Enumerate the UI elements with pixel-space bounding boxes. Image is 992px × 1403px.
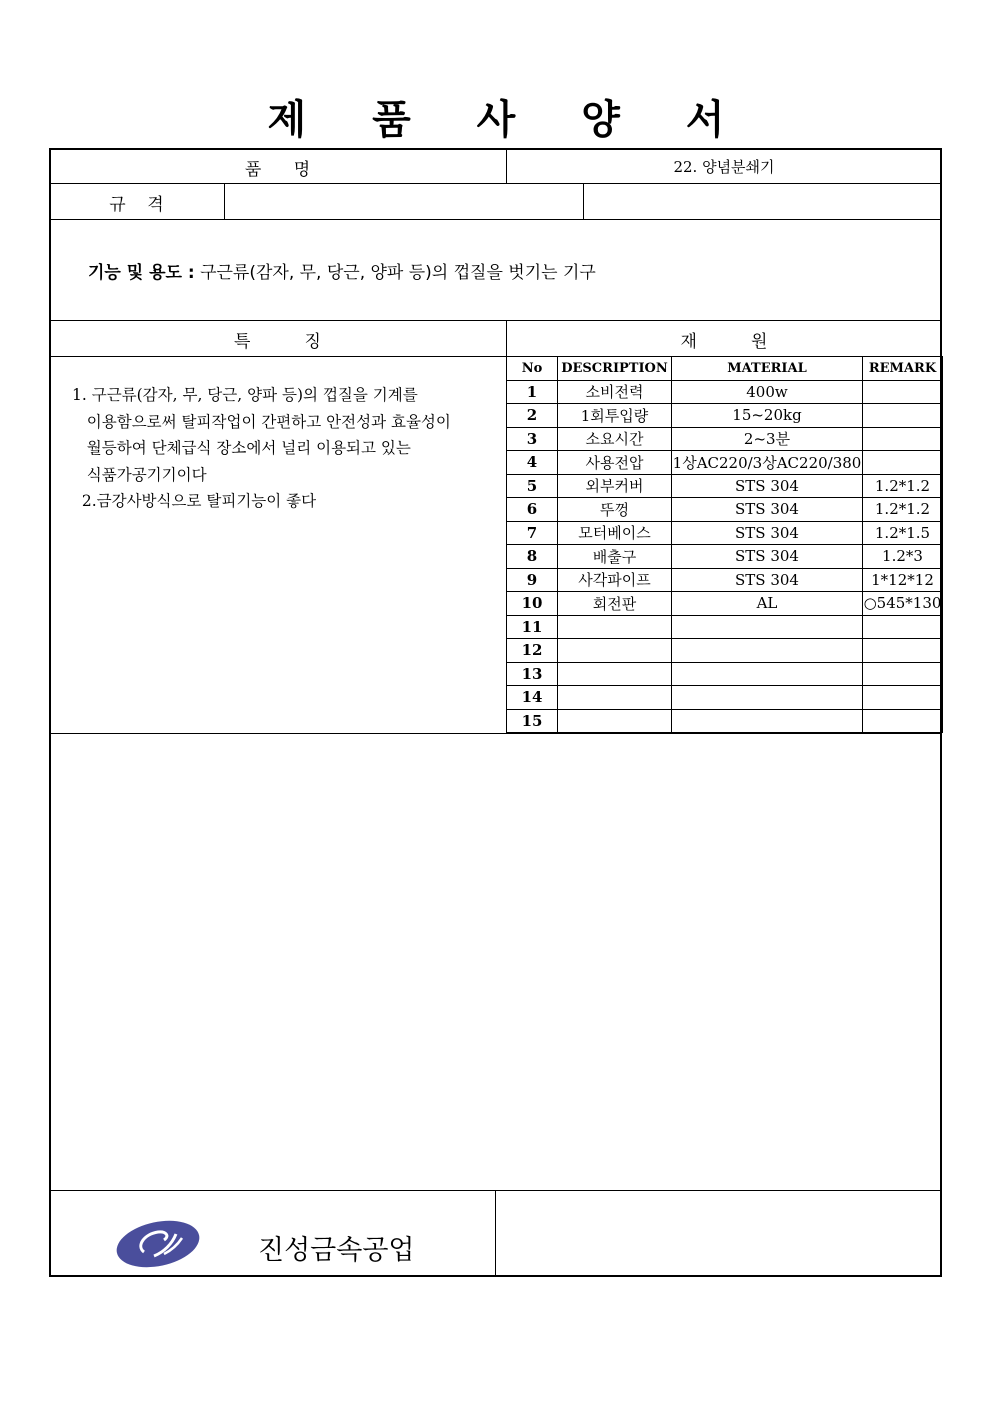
table-row bbox=[507, 474, 943, 498]
table-row bbox=[507, 592, 943, 616]
cell-remark bbox=[863, 662, 943, 686]
divider bbox=[495, 1190, 496, 1277]
cell-remark: 1.2*3 bbox=[863, 545, 943, 569]
cell-remark: 1.2*1.2 bbox=[863, 498, 943, 522]
divider bbox=[49, 183, 942, 184]
document-title: 제 품 사 양 서 bbox=[267, 96, 751, 143]
divider bbox=[49, 320, 942, 321]
cell-no: 4 bbox=[507, 451, 558, 475]
function-label: 기능 및 용도 : bbox=[88, 263, 195, 283]
spec-table-header-row bbox=[507, 357, 943, 381]
cell-remark: 1*12*12 bbox=[863, 568, 943, 592]
divider bbox=[49, 219, 942, 220]
table-row bbox=[507, 615, 943, 639]
cell-no: 15 bbox=[507, 709, 558, 733]
cell-description bbox=[558, 662, 672, 686]
table-row bbox=[507, 451, 943, 475]
cell-description: 모터베이스 bbox=[558, 521, 672, 545]
company-name: 진성금속공업 bbox=[258, 1235, 415, 1266]
table-row bbox=[507, 380, 943, 404]
cell-remark bbox=[863, 380, 943, 404]
features-header: 특 징 bbox=[234, 332, 321, 352]
feature-line: 식품가공기기이다 bbox=[72, 465, 207, 484]
cell-description: 뚜껑 bbox=[558, 498, 672, 522]
product-name-label: 품 명 bbox=[244, 160, 311, 180]
column-header-material: MATERIAL bbox=[672, 357, 863, 381]
cell-material: AL bbox=[672, 592, 863, 616]
cell-material: 15~20kg bbox=[672, 404, 863, 428]
table-row bbox=[507, 568, 943, 592]
cell-description bbox=[558, 615, 672, 639]
function-description bbox=[88, 258, 596, 283]
company-logo-icon bbox=[114, 1218, 202, 1270]
table-row bbox=[507, 639, 943, 663]
cell-description: 1회투입량 bbox=[558, 404, 672, 428]
cell-remark bbox=[863, 639, 943, 663]
column-header-remark: REMARK bbox=[863, 357, 943, 381]
cell-material: STS 304 bbox=[672, 568, 863, 592]
cell-material: 2~3분 bbox=[672, 427, 863, 451]
table-row bbox=[507, 498, 943, 522]
cell-material: STS 304 bbox=[672, 545, 863, 569]
spec-label: 규 격 bbox=[109, 195, 164, 215]
table-row bbox=[507, 662, 943, 686]
cell-remark bbox=[863, 709, 943, 733]
cell-no: 9 bbox=[507, 568, 558, 592]
cell-remark bbox=[863, 686, 943, 710]
cell-no: 7 bbox=[507, 521, 558, 545]
feature-line: 월등하여 단체급식 장소에서 널리 이용되고 있는 bbox=[72, 439, 411, 457]
cell-remark bbox=[863, 451, 943, 475]
cell-material: STS 304 bbox=[672, 498, 863, 522]
cell-material bbox=[672, 639, 863, 663]
cell-no: 11 bbox=[507, 615, 558, 639]
table-row bbox=[507, 404, 943, 428]
cell-description: 배출구 bbox=[558, 545, 672, 569]
cell-description: 사각파이프 bbox=[558, 568, 672, 592]
cell-remark: ○545*130 bbox=[863, 592, 943, 616]
feature-line: 2.금강사방식으로 탈피기능이 좋다 bbox=[72, 492, 317, 510]
cell-material bbox=[672, 686, 863, 710]
cell-description bbox=[558, 686, 672, 710]
cell-description bbox=[558, 639, 672, 663]
table-row bbox=[507, 709, 943, 733]
specs-header: 재 원 bbox=[680, 332, 768, 352]
cell-material: 400w bbox=[672, 380, 863, 404]
cell-description bbox=[558, 709, 672, 733]
product-name-value: 22. 양념분쇄기 bbox=[673, 158, 775, 176]
function-text: 구근류(감자, 무, 당근, 양파 등)의 껍질을 벗기는 기구 bbox=[200, 263, 596, 283]
divider bbox=[583, 183, 584, 219]
table-row bbox=[507, 521, 943, 545]
cell-description: 사용전압 bbox=[558, 451, 672, 475]
cell-remark: 1.2*1.5 bbox=[863, 521, 943, 545]
cell-description: 소요시간 bbox=[558, 427, 672, 451]
cell-remark bbox=[863, 615, 943, 639]
feature-line: 1. 구근류(감자, 무, 당근, 양파 등)의 껍질을 기계를 bbox=[72, 386, 418, 404]
cell-no: 10 bbox=[507, 592, 558, 616]
divider bbox=[49, 733, 942, 734]
cell-no: 13 bbox=[507, 662, 558, 686]
cell-no: 6 bbox=[507, 498, 558, 522]
cell-no: 3 bbox=[507, 427, 558, 451]
column-header-description: DESCRIPTION bbox=[558, 357, 672, 381]
cell-remark: 1.2*1.2 bbox=[863, 474, 943, 498]
cell-no: 5 bbox=[507, 474, 558, 498]
cell-material: STS 304 bbox=[672, 521, 863, 545]
cell-material bbox=[672, 662, 863, 686]
divider bbox=[224, 183, 225, 219]
column-header-no: No bbox=[507, 357, 558, 381]
cell-no: 2 bbox=[507, 404, 558, 428]
cell-no: 14 bbox=[507, 686, 558, 710]
table-row bbox=[507, 545, 943, 569]
features-text bbox=[72, 382, 492, 515]
cell-description: 외부커버 bbox=[558, 474, 672, 498]
spec-table-body bbox=[507, 380, 943, 733]
cell-description: 회전판 bbox=[558, 592, 672, 616]
cell-remark bbox=[863, 404, 943, 428]
cell-no: 12 bbox=[507, 639, 558, 663]
spec-table bbox=[506, 356, 943, 733]
table-row bbox=[507, 427, 943, 451]
cell-description: 소비전력 bbox=[558, 380, 672, 404]
table-row bbox=[507, 686, 943, 710]
cell-no: 8 bbox=[507, 545, 558, 569]
feature-line: 이용함으로써 탈피작업이 간편하고 안전성과 효율성이 bbox=[72, 412, 451, 431]
cell-material bbox=[672, 615, 863, 639]
cell-material: 1상AC220/3상AC220/380 bbox=[672, 451, 863, 475]
cell-no: 1 bbox=[507, 380, 558, 404]
cell-remark bbox=[863, 427, 943, 451]
cell-material: STS 304 bbox=[672, 474, 863, 498]
cell-material bbox=[672, 709, 863, 733]
